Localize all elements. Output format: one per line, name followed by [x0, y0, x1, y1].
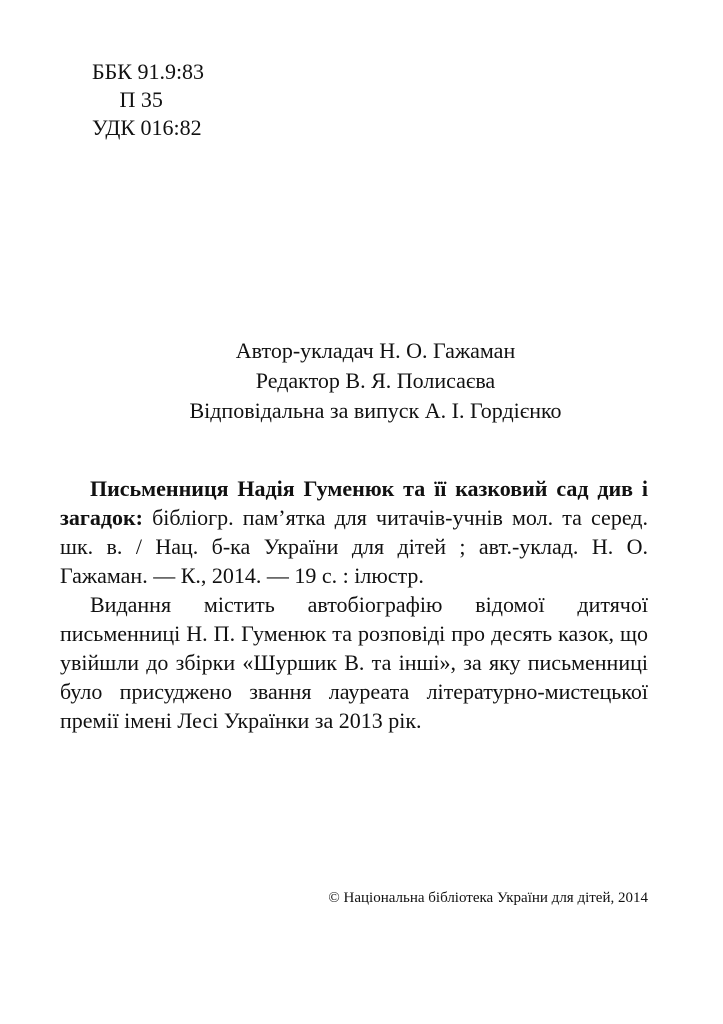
copyright-notice: © Національна бібліотека України для дітей, 2014 — [328, 890, 648, 906]
annotation-block — [60, 474, 648, 735]
classification-block — [92, 58, 204, 142]
bibliographic-details: бібліогр. пам’ятка для читачів-учнів мол. та серед. шк. в. / Нац. б-ка України для дітей ; авт.-уклад. Н. О. Гажаман. — К., 2014. — 19 с. : ілюстр. — [60, 505, 648, 588]
credits-block — [0, 336, 723, 426]
author-sign: П 35 — [92, 87, 163, 112]
bbk-index: ББК 91.9:83 — [92, 59, 205, 84]
bibliographic-title: Письменниця Надія Гуменюк та її казковий сад див і загадок: — [60, 476, 648, 530]
summary-paragraph: Видання містить автобіографію відомої дитячої письменниці Н. П. Гуменюк та розповіді про десять казок, що увійшли до збірки «Шуршик В. та інші», за яку письменниці було присуджено звання лауреата літературно-мистецької премії імені Лесі Українки за 2013 рік. — [60, 592, 648, 733]
compiler-credit: Автор-укладач Н. О. Гажаман — [235, 338, 516, 363]
bibliographic-description — [60, 474, 648, 590]
editor-credit: Редактор В. Я. Полисаєва — [255, 368, 496, 393]
udk-index: УДК 016:82 — [92, 115, 202, 140]
responsible-credit: Відповідальна за випуск А. І. Гордієнко — [189, 398, 562, 423]
